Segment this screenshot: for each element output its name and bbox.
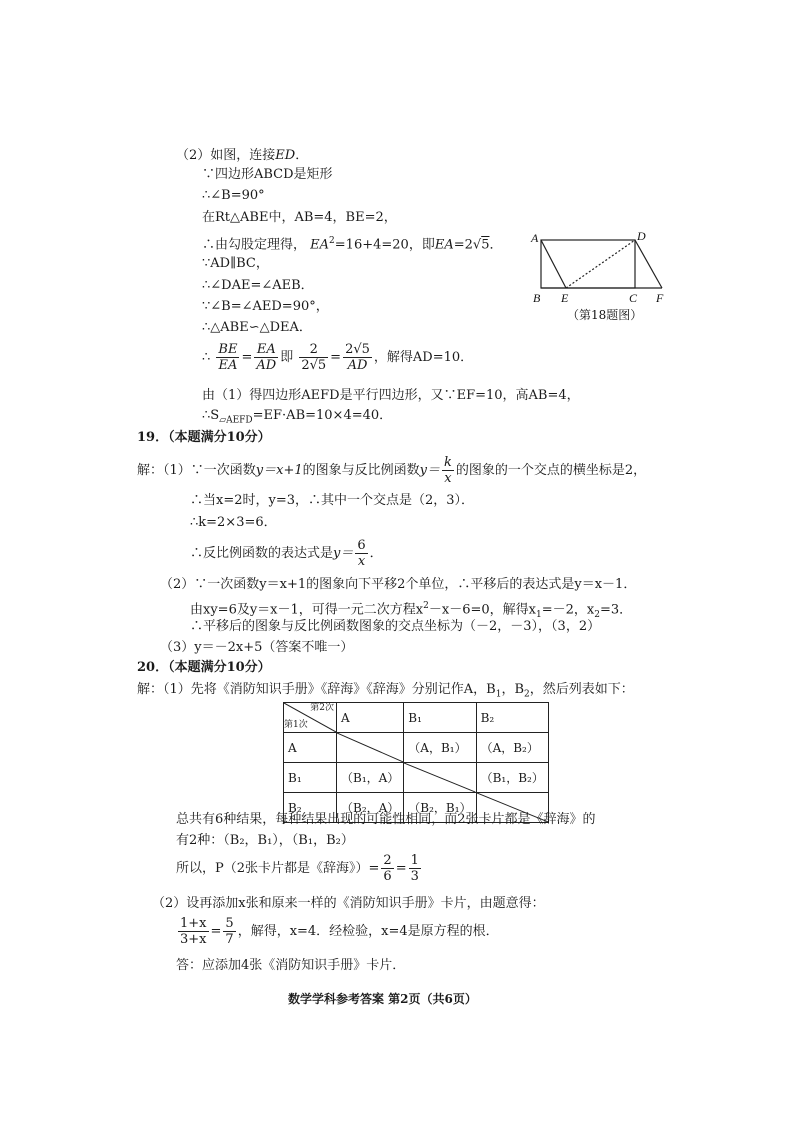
table-cell: （A，B₁） <box>404 733 476 763</box>
q20-line-2: 总共有6种结果，每种结果出现的可能性相同，而2张卡片都是《辞海》的 <box>176 812 596 827</box>
label-c: C <box>629 291 638 305</box>
q19-line-7: ∴平移后的图象与反比例函数图象的交点坐标为（－2，－3），（3，2） <box>190 619 601 634</box>
table-cell: （B₁，A） <box>337 763 404 793</box>
q18-line-3: ∴∠B=90° <box>202 188 265 203</box>
q20-line-4: 所以，P（2张卡片都是《辞海》）= $\frac{2}{6}$ = $\frac{1}{3}$ <box>176 853 419 884</box>
q19-line-2: ∴当x=2时，y=3，∴其中一个交点是（2，3）． <box>190 493 475 508</box>
table-col-header: A <box>337 703 404 733</box>
label-a: A <box>531 231 539 245</box>
table-cell: （B₁，B₂） <box>476 763 548 793</box>
q18-figure <box>525 228 675 323</box>
table-row-header: B₂ <box>284 793 337 823</box>
q20-line-5: （2）设再添加x张和原来一样的《消防知识手册》卡片，由题意得： <box>152 896 545 911</box>
table-cell-empty <box>404 763 476 793</box>
rectangle-abcd <box>541 240 635 288</box>
q19-line-6: 由xy=6及y＝x－1，可得一元二次方程$x^2-x-6=0$，解得$x_1=-2$，$x_2=3$． <box>190 601 633 620</box>
table-row-header: A <box>284 733 337 763</box>
table-col-header: B₁ <box>404 703 476 733</box>
segment-df <box>635 240 662 288</box>
table-cell: （A，B₂） <box>476 733 548 763</box>
q18-line-4: 在Rt△ABE中，AB=4，BE=2， <box>202 210 397 225</box>
table-cell: （B₂，A） <box>337 793 404 823</box>
q19-line-1: 解：（1）∵一次函数y＝x+1的图象与反比例函数y＝ $\frac{k}{x}$ 的图象的一个交点的横坐标是2， <box>137 455 647 486</box>
q18-line-8: ∵∠B=∠AED=90°， <box>202 299 329 314</box>
outcome-table <box>283 702 549 823</box>
label-d: D <box>637 229 646 243</box>
label-b: B <box>533 291 541 305</box>
q20-line-3: 有2种：（B₂，B₁），（B₁，B₂） <box>176 833 354 848</box>
table-col-header: B₂ <box>476 703 548 733</box>
q19-line-3: ∴k=2×3=6． <box>190 515 277 530</box>
table-row <box>284 733 549 763</box>
segment-ed <box>566 240 635 288</box>
q18-line-12: $\therefore S_{▱AEFD}=EF\cdot AB=10\times 4=40$． <box>202 408 393 426</box>
q20-title: 20．（本题满分10分） <box>137 660 271 675</box>
segment-ae <box>541 240 566 288</box>
q20-line-1: 解：（1）先将《消防知识手册》《辞海》《辞海》分别记作A，$B_1$，$B_2$，然后列表如下： <box>137 682 634 700</box>
q18-line-9: ∴△ABE∽△DEA． <box>202 320 312 335</box>
q19-line-4: ∴反比例函数的表达式是y＝ $\frac{6}{x}$ ． <box>190 538 383 569</box>
page-footer: 数学学科参考答案 第2页（共6页） <box>288 992 477 1006</box>
q18-line-2: ∵四边形ABCD是矩形 <box>202 167 333 182</box>
q18-line-10: ∴ $\frac{BE}{EA}$ = $\frac{EA}{AD}$ 即 $\frac{2}{2√5}$ = $\frac{2√5}{AD}$ ，解得AD=10． <box>202 342 474 373</box>
label-e: E <box>561 291 569 305</box>
table-cell: （B₂，B₁） <box>404 793 476 823</box>
q19-title: 19．（本题满分10分） <box>137 430 271 445</box>
label-f: F <box>656 291 664 305</box>
table-row <box>284 703 549 733</box>
q20-line-7: 答：应添加4张《消防知识手册》卡片． <box>176 958 406 973</box>
q18-line-6: ∵AD∥BC， <box>202 256 269 271</box>
q20-line-6: $\frac{1+x}{3+x}$ = $\frac{5}{7}$ ，解得，x=4．经检验，x=4是原方程的根． <box>180 916 499 947</box>
q18-line-7: ∴∠DAE=∠AEB． <box>202 278 314 293</box>
q18-line-1: （2）如图，连接ED． <box>176 148 309 163</box>
q18-line-5: ∴由勾股定理得， $EA^2=16+4=20$，即EA=2√5． <box>202 236 503 253</box>
table-row <box>284 763 549 793</box>
q18-line-11: 由（1）得四边形AEFD是平行四边形，又∵EF=10，高AB=4， <box>202 388 580 403</box>
q19-line-5: （2）∵一次函数y＝x+1的图象向下平移2个单位，∴平移后的表达式是y＝x－1． <box>160 577 637 592</box>
figure-caption: （第18题图） <box>567 308 643 322</box>
table-row-header: B₁ <box>284 763 337 793</box>
table-header-corner: 第2次 第1次 <box>284 703 337 733</box>
q19-line-8: （3）y＝－2x+5（答案不唯一） <box>160 640 354 655</box>
table-cell-empty <box>337 733 404 763</box>
